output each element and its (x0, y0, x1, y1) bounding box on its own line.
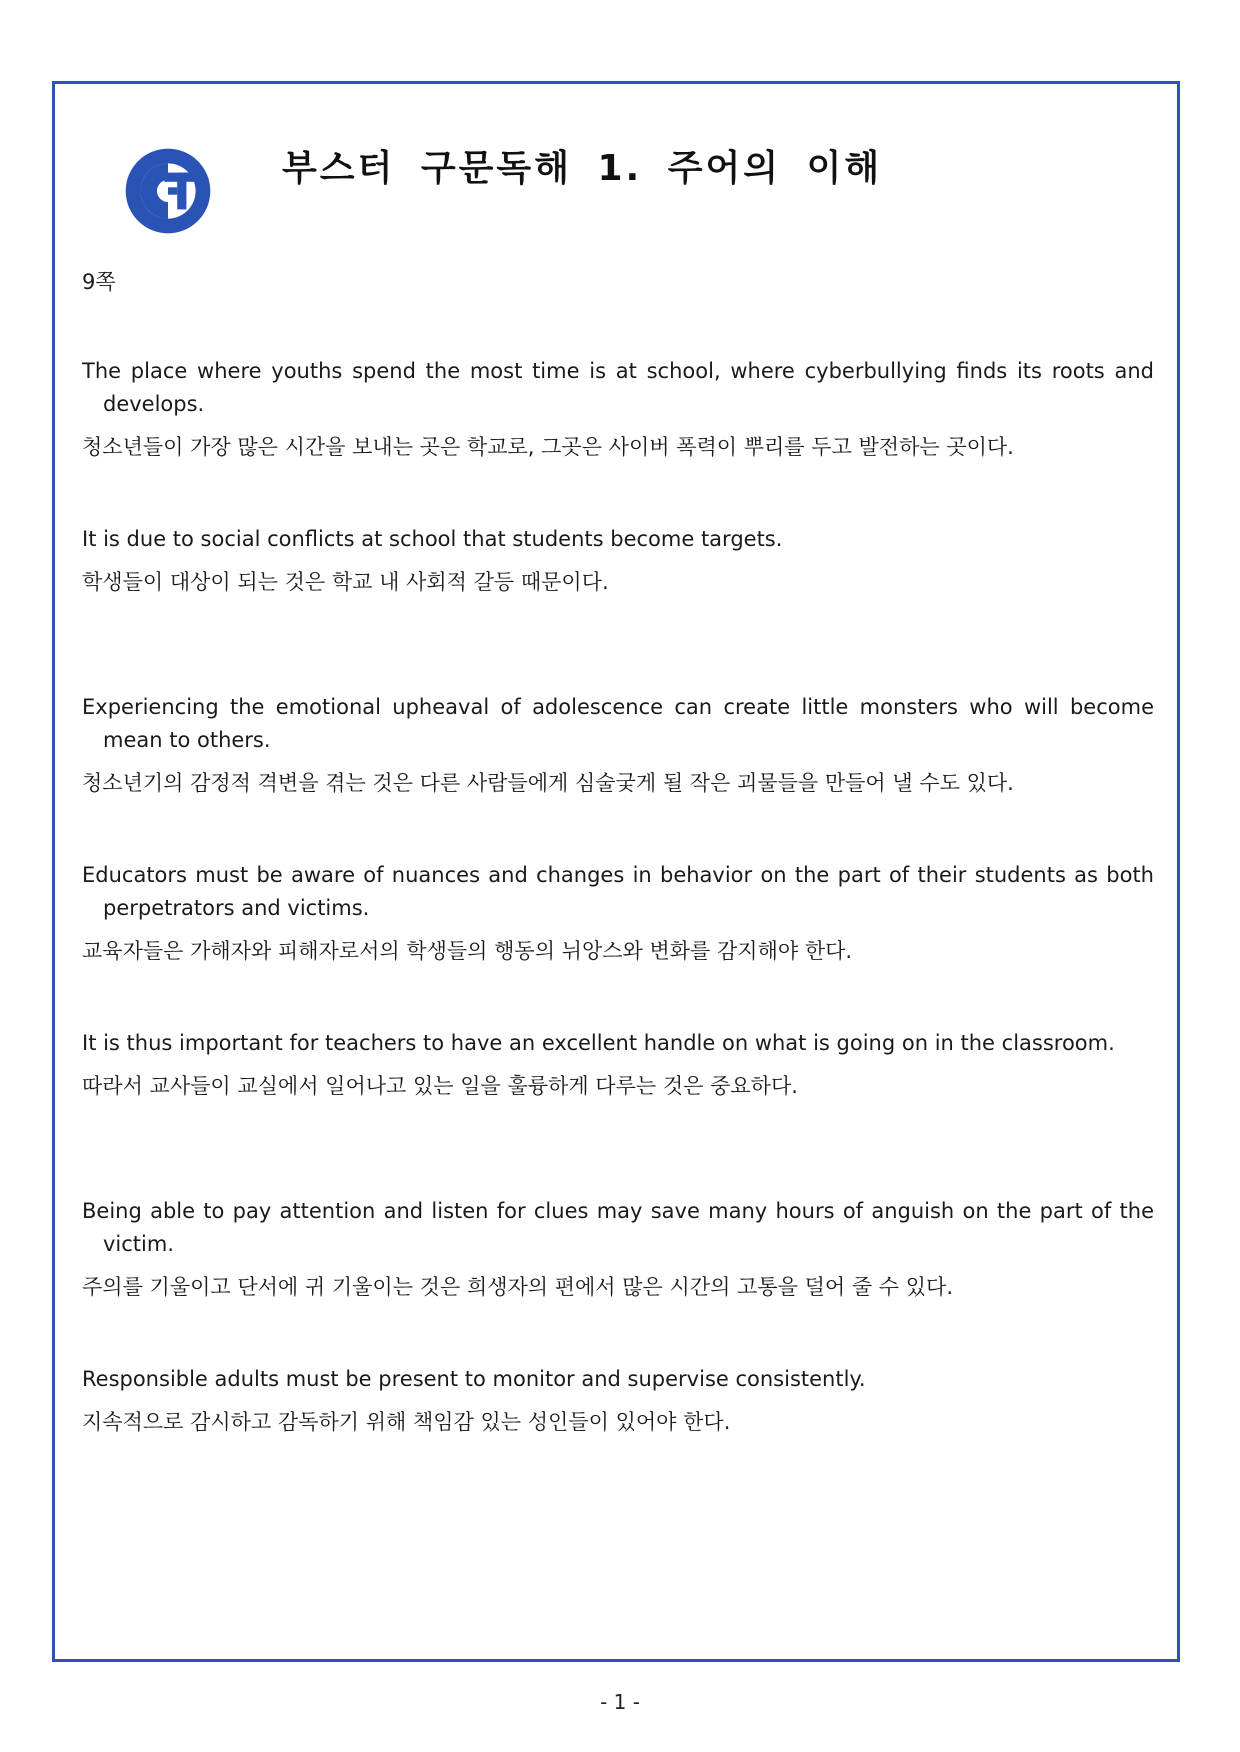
document-title: 부스터 구문독해 1. 주어의 이해 (282, 148, 883, 189)
korean-translation: 학생들이 대상이 되는 것은 학교 내 사회적 갈등 때문이다. (82, 570, 609, 594)
korean-translation: 주의를 기울이고 단서에 귀 기울이는 것은 희생자의 편에서 많은 시간의 고통을 덜어 줄 수 있다. (82, 1275, 953, 1299)
korean-translation: 청소년기의 감정적 격변을 겪는 것은 다른 사람들에게 심술궂게 될 작은 괴물들을 만들어 낼 수도 있다. (82, 771, 1014, 795)
sentence-pair (82, 355, 1154, 523)
page-reference-label: 9쪽 (82, 270, 116, 294)
english-sentence: It is thus important for teachers to have an excellent handle on what is going on in the classroom. (82, 1031, 1115, 1055)
sentence-list (82, 355, 1154, 1531)
english-sentence: The place where youths spend the most time is at school, where cyberbullying finds its roots and develops. (82, 359, 1154, 416)
english-sentence: Being able to pay attention and listen for clues may save many hours of anguish on the part of the victim. (82, 1199, 1154, 1256)
korean-translation: 지속적으로 감시하고 감독하기 위해 책임감 있는 성인들이 있어야 한다. (82, 1410, 731, 1434)
gt-logo-icon (122, 145, 214, 237)
korean-translation: 교육자들은 가해자와 피해자로서의 학생들의 행동의 뉘앙스와 변화를 감지해야 한다. (82, 939, 853, 963)
english-sentence: It is due to social conflicts at school that students become targets. (82, 527, 783, 551)
sentence-pair (82, 691, 1154, 859)
english-sentence: Educators must be aware of nuances and changes in behavior on the part of their students as both perpetrators and victims. (82, 863, 1154, 920)
sentence-pair (82, 1027, 1154, 1195)
sentence-pair (82, 859, 1154, 1027)
sentence-pair (82, 523, 1154, 691)
english-sentence: Experiencing the emotional upheaval of adolescence can create little monsters who will become mean to others. (82, 695, 1154, 752)
english-sentence: Responsible adults must be present to monitor and supervise consistently. (82, 1367, 866, 1391)
sentence-pair (82, 1195, 1154, 1363)
page-number: - 1 - (600, 1690, 640, 1714)
korean-translation: 청소년들이 가장 많은 시간을 보내는 곳은 학교로, 그곳은 사이버 폭력이 뿌리를 두고 발전하는 곳이다. (82, 435, 1014, 459)
korean-translation: 따라서 교사들이 교실에서 일어나고 있는 일을 훌륭하게 다루는 것은 중요하다. (82, 1074, 798, 1098)
sentence-pair (82, 1363, 1154, 1531)
